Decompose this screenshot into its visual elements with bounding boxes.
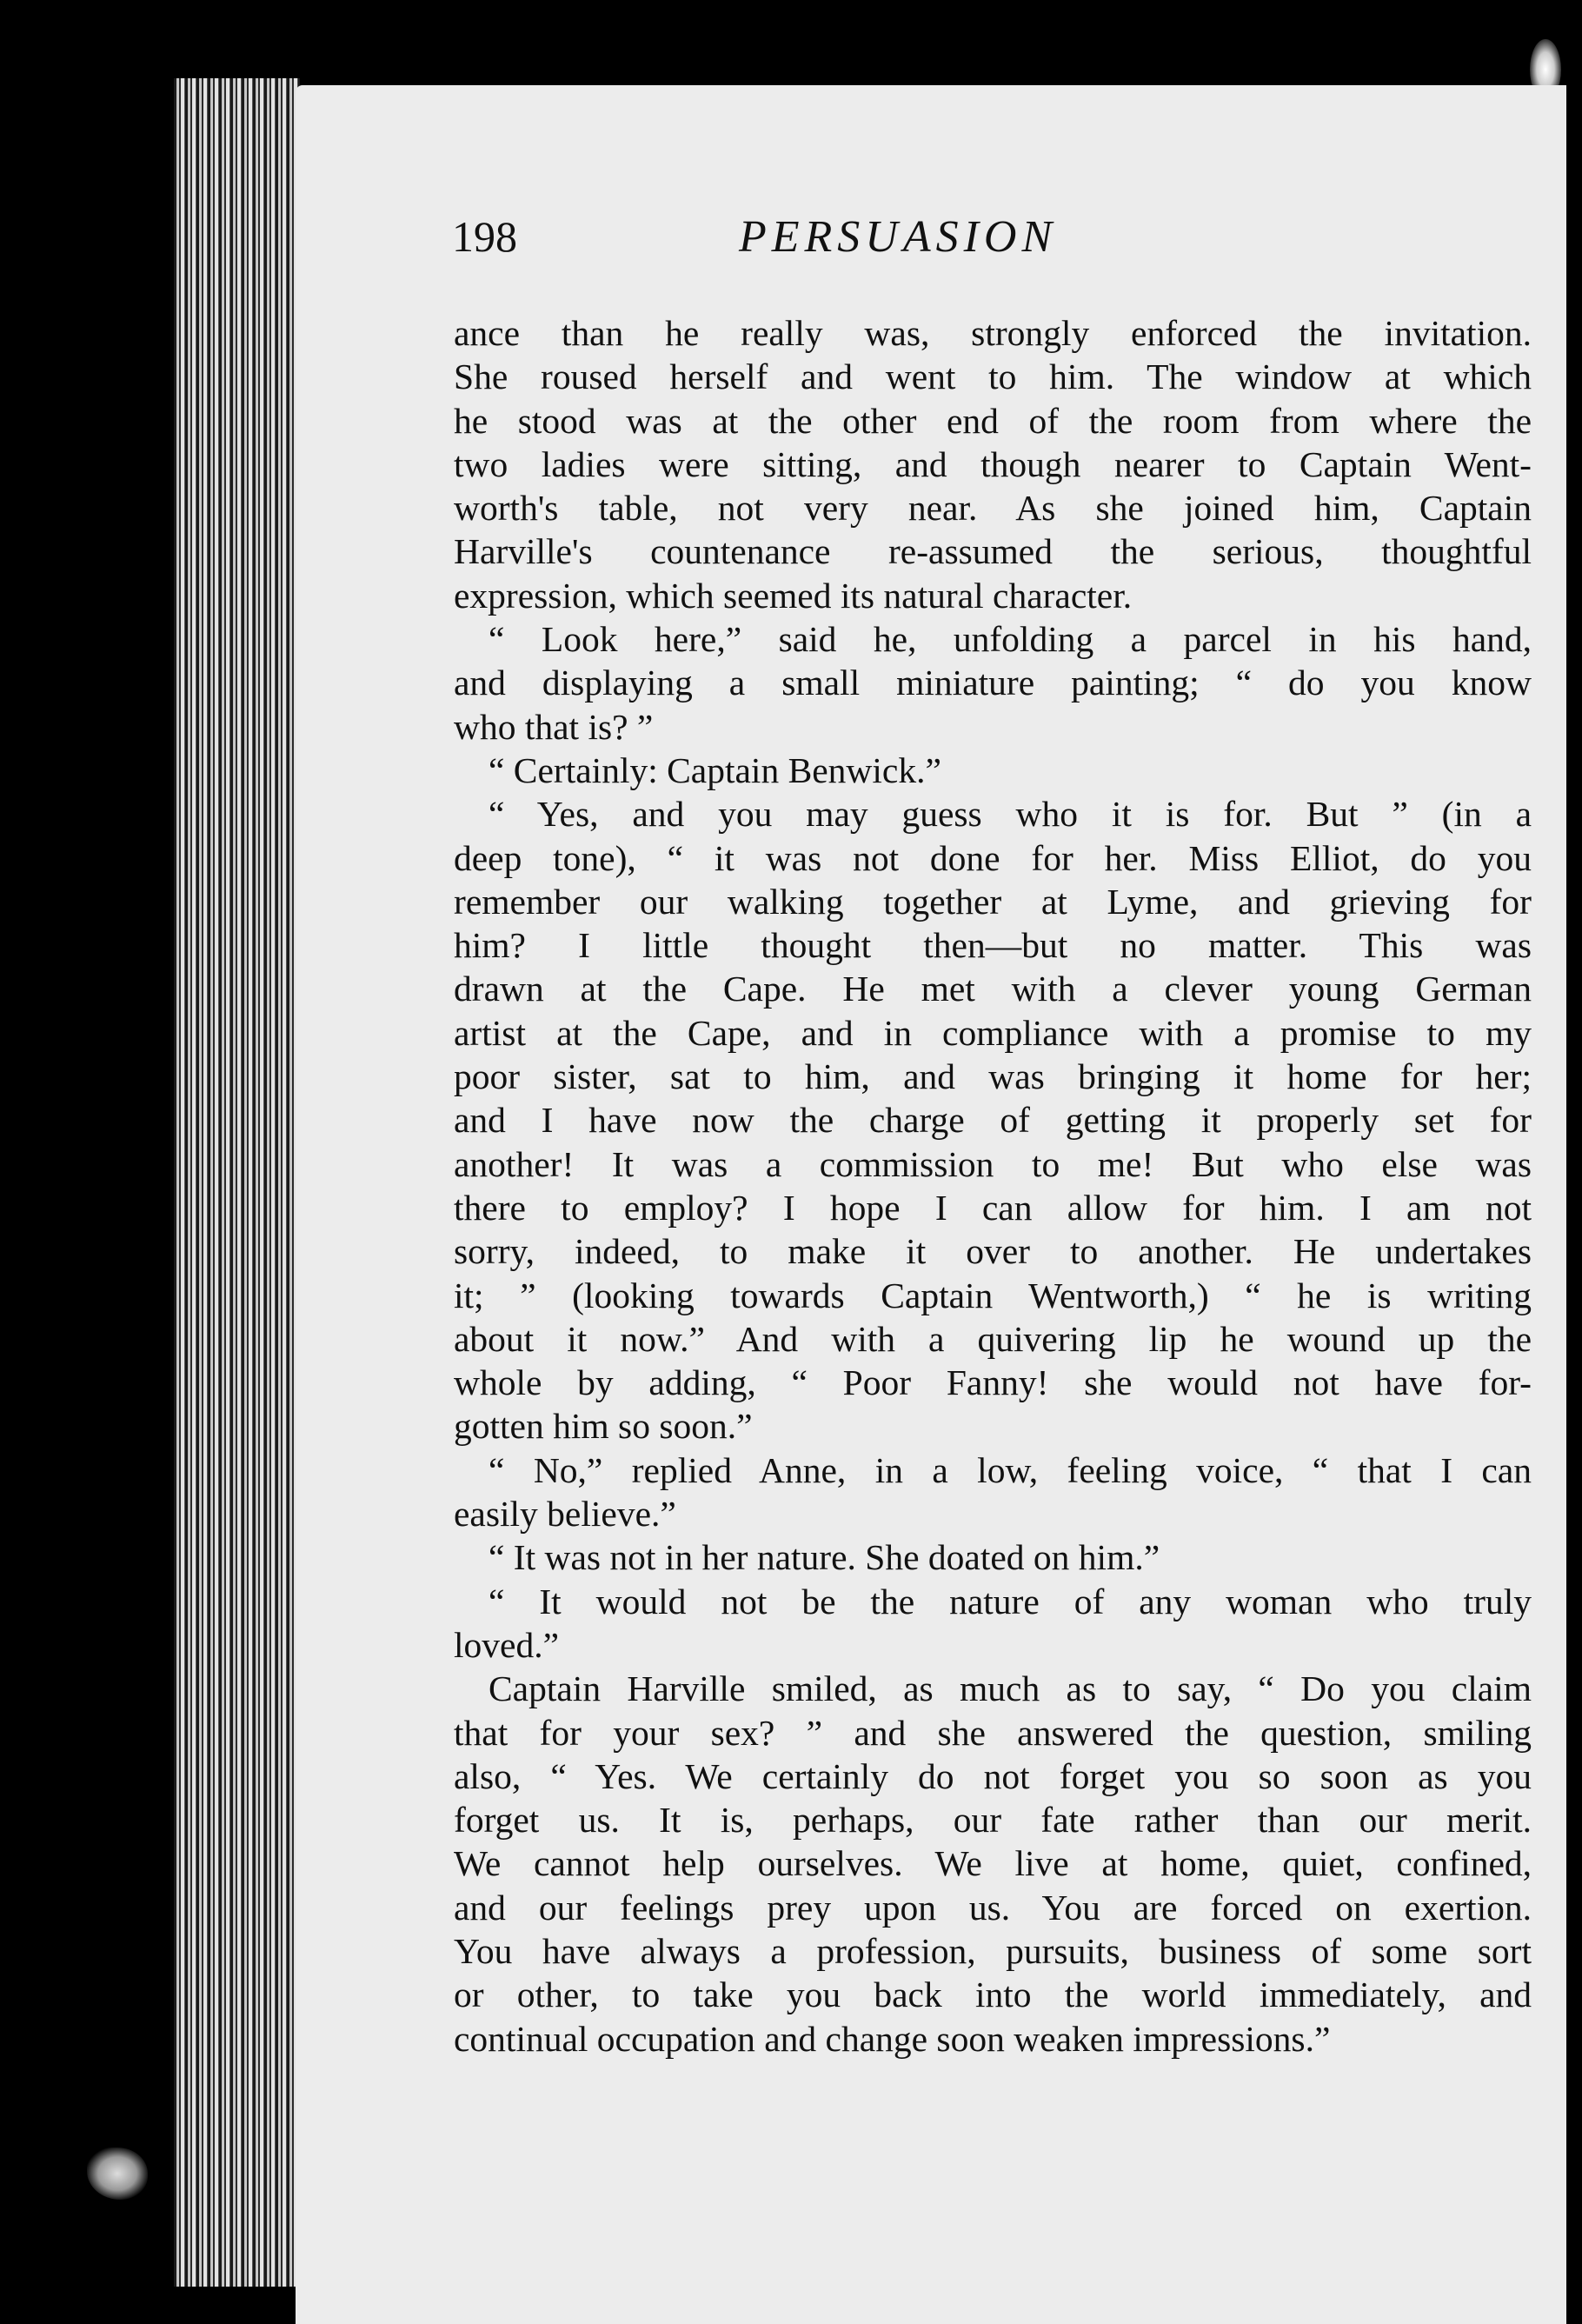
text-line: “ Look here,” said he, unfolding a parcel in his hand, [489,619,1532,660]
text-line: “ It was not in her nature. She doated on him.” [489,1537,1160,1578]
text-line: who that is? ” [454,706,654,747]
text-line: loved.” [454,1624,559,1665]
paragraph [454,1580,1532,1668]
book-page-edges [174,78,300,2287]
text-line: and displaying a small miniature painting; “ do you know [454,663,1532,703]
text-line: and I have now the charge of getting it properly set for [454,1100,1532,1141]
text-line: “ No,” replied Anne, in a low, feeling voice, “ that I can [489,1449,1532,1490]
text-line: “ Yes, and you may guess who it is for. But ” (in a [489,794,1532,835]
text-line: sorry, indeed, to make it over to another. He undertakes [454,1231,1532,1272]
paragraph [454,1535,1532,1579]
running-head [452,211,1478,290]
text-line: We cannot help ourselves. We live at home, quiet, confined, [454,1843,1532,1884]
paragraph [454,311,1532,617]
text-line: artist at the Cape, and in compliance with a promise to my [454,1012,1532,1053]
scan-artifact [87,2148,148,2200]
text-line: gotten him so soon.” [454,1406,753,1447]
text-line: ance than he really was, strongly enforced the invitation. [454,313,1532,353]
text-line: or other, to take you back into the world immediately, and [454,1974,1532,2015]
text-line: there to employ? I hope I can allow for him. I am not [454,1187,1532,1228]
text-line: easily believe.” [454,1494,676,1535]
text-line: that for your sex? ” and she answered the question, smiling [454,1712,1532,1753]
paragraph [454,617,1532,749]
text-line: poor sister, sat to him, and was bringing it home for her; [454,1056,1532,1097]
text-line: remember our walking together at Lyme, and grieving for [454,881,1532,922]
paragraph [454,1667,1532,2061]
text-line: worth's table, not very near. As she joined him, Captain [454,488,1532,529]
book-title: PERSUASION [739,212,1058,262]
text-line: Captain Harville smiled, as much as to say, “ Do you claim [489,1668,1532,1709]
text-line: She roused herself and went to him. The window at which [454,356,1532,397]
text-line: and our feelings prey upon us. You are forced on exertion. [454,1887,1532,1928]
text-line: forget us. It is, perhaps, our fate rather than our merit. [454,1800,1532,1841]
text-line: You have always a profession, pursuits, business of some sort [454,1930,1532,1971]
text-line: also, “ Yes. We certainly do not forget you so soon as you [454,1755,1532,1796]
text-line: drawn at the Cape. He met with a clever young German [454,969,1532,1009]
text-line: he stood was at the other end of the room from where the [454,400,1532,441]
paragraph [454,1448,1532,1536]
text-line: two ladies were sitting, and though nearer to Captain Went- [454,443,1532,484]
text-line: another! It was a commission to me! But who else was [454,1143,1532,1184]
text-line: “ Certainly: Captain Benwick.” [489,749,941,790]
paragraph [454,792,1532,1448]
text-line: whole by adding, “ Poor Fanny! she would not have for- [454,1362,1532,1403]
text-line: deep tone), “ it was not done for her. Miss Elliot, do you [454,837,1532,878]
body-text [454,311,1532,2061]
page-number: 198 [452,212,517,261]
text-line: about it now.” And with a quivering lip he wound up the [454,1318,1532,1359]
book-page [296,85,1566,2324]
text-line: it; ” (looking towards Captain Wentworth,) “ he is writing [454,1275,1532,1315]
text-line: expression, which seemed its natural character. [454,575,1133,616]
text-line: Harville's countenance re-assumed the serious, thoughtful [454,531,1532,572]
text-line: “ It would not be the nature of any woman who truly [489,1581,1532,1621]
text-line: continual occupation and change soon weaken impressions.” [454,2018,1331,2059]
paragraph [454,749,1532,792]
text-line: him? I little thought then—but no matter. This was [454,925,1532,966]
